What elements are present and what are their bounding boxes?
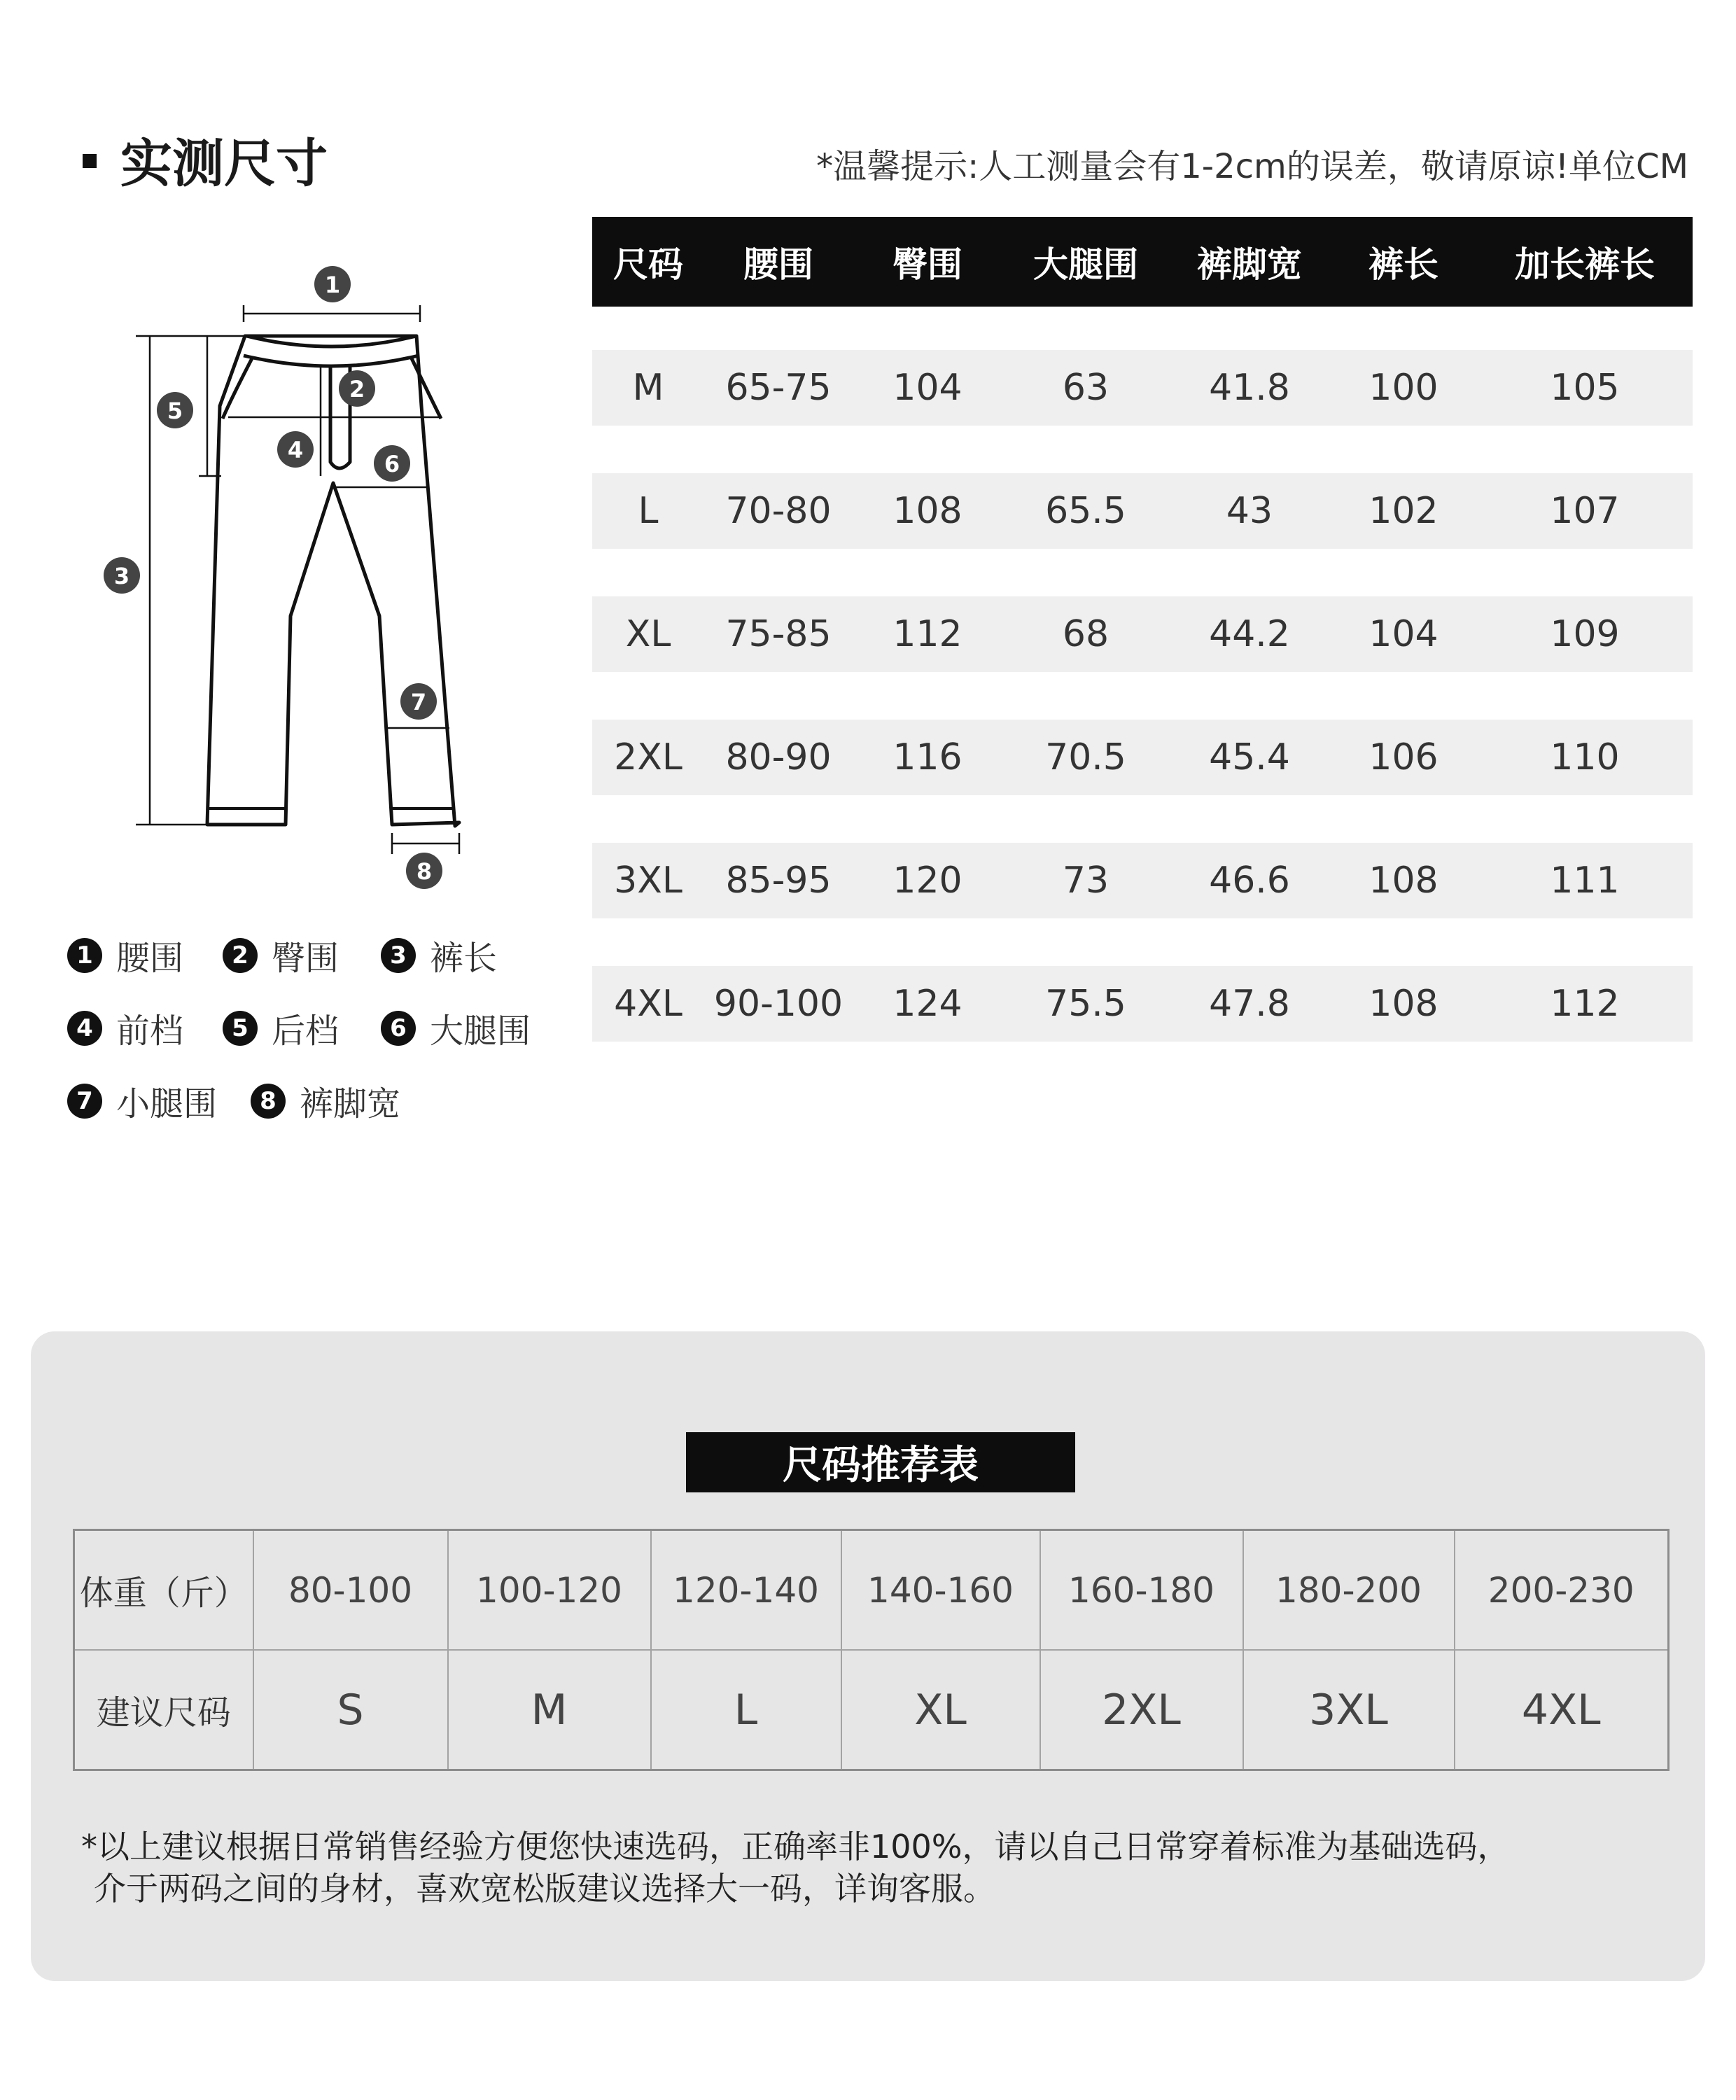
legend-number: 6 (381, 1011, 416, 1046)
legend-item (67, 931, 183, 979)
cell-thigh: 68 (1062, 613, 1110, 655)
legend-label: 小腿围 (116, 1084, 218, 1124)
cell-size: M (632, 367, 664, 409)
legend-label: 裤脚宽 (300, 1084, 401, 1124)
pants-outline (207, 336, 459, 826)
legend-number: 7 (67, 1084, 102, 1119)
cell-waist: 80-90 (725, 736, 832, 778)
weight-cell: 80-100 (253, 1530, 448, 1651)
legend-item (381, 1004, 531, 1052)
legend-item (223, 931, 339, 979)
marker-3 (104, 557, 140, 594)
col-header-thigh: 大腿围 (1033, 244, 1138, 285)
weight-cell: 120-140 (651, 1530, 841, 1651)
size-cell: S (253, 1650, 448, 1770)
cell-long-length: 110 (1550, 736, 1620, 778)
table-row (592, 843, 1693, 918)
size-row (74, 1650, 1669, 1770)
legend-number: 4 (67, 1011, 102, 1046)
cell-hip: 120 (892, 860, 962, 902)
legend-label: 臀围 (272, 939, 340, 978)
cell-leg-opening: 43 (1226, 490, 1273, 532)
marker-2 (339, 370, 375, 407)
cell-hip: 116 (892, 736, 962, 778)
col-header-size: 尺码 (613, 244, 683, 285)
page-title: 实测尺寸 (120, 134, 328, 194)
legend-label: 前档 (116, 1011, 184, 1051)
legend-number: 8 (251, 1084, 286, 1119)
col-header-hip: 臀围 (892, 244, 962, 285)
cell-leg-opening: 44.2 (1209, 613, 1290, 655)
legend-label: 腰围 (116, 939, 184, 978)
size-table-header (592, 217, 1693, 307)
table-row (592, 596, 1693, 672)
weight-cell: 100-120 (448, 1530, 651, 1651)
cell-hip: 104 (892, 367, 962, 409)
legend-item (381, 931, 497, 979)
table-row (592, 966, 1693, 1042)
legend-number: 3 (381, 938, 416, 973)
cell-waist: 65-75 (725, 367, 832, 409)
svg-text:1: 1 (324, 272, 341, 298)
cell-leg-opening: 47.8 (1209, 983, 1290, 1025)
legend-number: 5 (223, 1011, 258, 1046)
cell-long-length: 105 (1550, 367, 1620, 409)
legend-label: 大腿围 (430, 1011, 531, 1051)
marker-5 (157, 392, 193, 428)
cell-waist: 75-85 (725, 613, 832, 655)
marker-8 (406, 853, 442, 889)
table-row (592, 720, 1693, 795)
svg-text:3: 3 (113, 563, 130, 589)
recommendation-table (73, 1529, 1670, 1771)
svg-text:4: 4 (287, 437, 304, 463)
marker-4 (277, 431, 314, 468)
legend-label: 裤长 (430, 939, 498, 978)
weight-row (74, 1530, 1669, 1651)
legend-item (251, 1077, 400, 1125)
cell-hip: 124 (892, 983, 962, 1025)
right-pocket (412, 358, 441, 419)
cell-size: XL (625, 613, 671, 655)
pants-diagram (63, 252, 567, 910)
cell-length: 102 (1368, 490, 1438, 532)
cell-hip: 112 (892, 613, 962, 655)
measurement-legend (67, 931, 599, 1141)
cell-length: 108 (1368, 983, 1438, 1025)
cell-leg-opening: 41.8 (1209, 367, 1290, 409)
size-cell: M (448, 1650, 651, 1770)
size-cell: 3XL (1243, 1650, 1455, 1770)
cell-size: 2XL (614, 736, 682, 778)
marker-6 (374, 445, 410, 482)
note-line: 介于两码之间的身材，喜欢宽松版建议选择大一码，详询客服。 (94, 1870, 995, 1907)
weight-cell: 140-160 (841, 1530, 1040, 1651)
cell-length: 108 (1368, 860, 1438, 902)
cell-thigh: 73 (1062, 860, 1110, 902)
note-line: *以上建议根据日常销售经验方便您快速选码，正确率非100%，请以自己日常穿着标准为基础选码， (81, 1828, 1510, 1865)
svg-text:2: 2 (349, 376, 365, 402)
cell-long-length: 111 (1550, 860, 1620, 902)
cell-size: 3XL (614, 860, 682, 902)
col-header-waist: 腰围 (743, 244, 813, 285)
size-table (592, 217, 1693, 1025)
col-header-long-length: 加长裤长 (1515, 244, 1655, 285)
measurement-notice: *温馨提示:人工测量会有1-2cm的误差，敬请原谅!单位CM (816, 147, 1688, 186)
cell-thigh: 75.5 (1045, 983, 1126, 1025)
cell-thigh: 65.5 (1045, 490, 1126, 532)
recommendation-title: 尺码推荐表 (686, 1432, 1075, 1492)
weight-label: 体重（斤） (74, 1530, 253, 1651)
cell-length: 106 (1368, 736, 1438, 778)
size-label: 建议尺码 (74, 1650, 253, 1770)
cell-long-length: 112 (1550, 983, 1620, 1025)
table-row (592, 473, 1693, 549)
weight-cell: 160-180 (1040, 1530, 1243, 1651)
weight-cell: 200-230 (1455, 1530, 1669, 1651)
legend-number: 1 (67, 938, 102, 973)
cell-size: 4XL (614, 983, 682, 1025)
legend-item (67, 1004, 183, 1052)
svg-text:6: 6 (384, 451, 400, 477)
cell-size: L (638, 490, 659, 532)
col-header-length: 裤长 (1368, 244, 1438, 285)
size-cell: L (651, 1650, 841, 1770)
cell-hip: 108 (892, 490, 962, 532)
marker-1 (314, 266, 351, 302)
cell-leg-opening: 45.4 (1209, 736, 1290, 778)
cell-thigh: 70.5 (1045, 736, 1126, 778)
cell-length: 104 (1368, 613, 1438, 655)
size-cell: XL (841, 1650, 1040, 1770)
cell-waist: 85-95 (725, 860, 832, 902)
svg-text:8: 8 (416, 858, 433, 885)
cell-waist: 70-80 (725, 490, 832, 532)
legend-number: 2 (223, 938, 258, 973)
recommendation-note (81, 1826, 1663, 1910)
waistband-lower (244, 356, 419, 366)
table-row (592, 350, 1693, 426)
cell-thigh: 63 (1062, 367, 1110, 409)
legend-item (67, 1077, 217, 1125)
svg-text:7: 7 (410, 689, 427, 715)
size-cell: 4XL (1455, 1650, 1669, 1770)
title-bullet (83, 154, 97, 168)
cell-long-length: 107 (1550, 490, 1620, 532)
legend-item (223, 1004, 339, 1052)
col-header-leg-opening: 裤脚宽 (1197, 244, 1302, 285)
cell-waist: 90-100 (713, 983, 844, 1025)
weight-cell: 180-200 (1243, 1530, 1455, 1651)
svg-text:5: 5 (167, 398, 183, 424)
marker-7 (400, 683, 437, 720)
size-cell: 2XL (1040, 1650, 1243, 1770)
cell-length: 100 (1368, 367, 1438, 409)
legend-label: 后档 (272, 1011, 340, 1051)
cell-leg-opening: 46.6 (1209, 860, 1290, 902)
cell-long-length: 109 (1550, 613, 1620, 655)
